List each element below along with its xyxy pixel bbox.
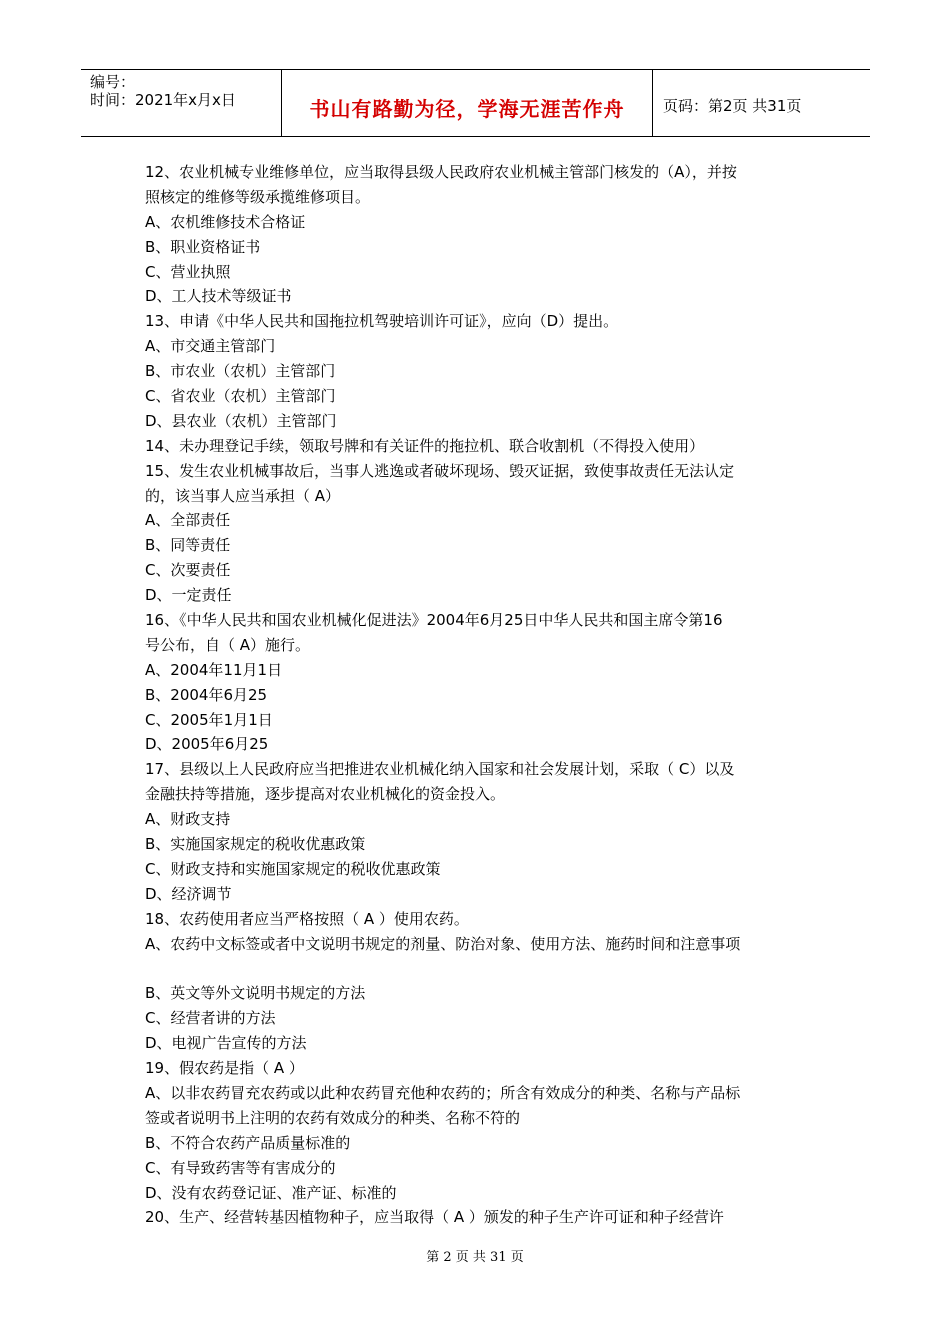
text-line: A、2004年11月1日 — [145, 660, 283, 679]
text-line: 15、发生农业机械事故后，当事人逃逸或者破坏现场、毁灭证据，致使事故责任无法认定 — [145, 461, 735, 480]
text-line: C、次要责任 — [145, 561, 231, 580]
header-meta-cell — [81, 70, 282, 136]
text-line: 16、《中华人民共和国农业机械化促进法》2004年6月25日中华人民共和国主席令第16 — [145, 611, 723, 630]
text-line: B、同等责任 — [145, 536, 231, 555]
text-line: A、农药中文标签或者中文说明书规定的剂量、防治对象、使用方法、施药时间和注意事项 — [145, 934, 741, 953]
text-line: 金融扶持等措施，逐步提高对农业机械化的资金投入。 — [145, 785, 506, 804]
text-line: 照核定的维修等级承揽维修项目。 — [145, 187, 371, 206]
text-line: D、工人技术等级证书 — [145, 287, 292, 306]
text-line: 签或者说明书上注明的农药有效成分的种类、名称不符的 — [145, 1108, 521, 1127]
header-motto: 书山有路勤为径，学海无涯苦作舟 — [309, 97, 625, 121]
text-line: C、经营者讲的方法 — [145, 1009, 276, 1028]
text-line: B、市农业（农机）主管部门 — [145, 362, 336, 381]
text-line: D、电视广告宣传的方法 — [145, 1034, 307, 1053]
text-line: C、省农业（农机）主管部门 — [145, 387, 336, 406]
text-line: C、营业执照 — [145, 262, 231, 281]
text-line: B、实施国家规定的税收优惠政策 — [145, 835, 366, 854]
text-line: D、一定责任 — [145, 586, 232, 605]
text-line: 12、农业机械专业维修单位，应当取得县级人民政府农业机械主管部门核发的（A），并按 — [145, 163, 737, 181]
document-number-label: 编号： — [90, 73, 136, 91]
header-page-cell — [653, 70, 870, 136]
document-body — [145, 160, 815, 1230]
page-header — [81, 69, 870, 137]
header-page-info: 页码：第2页 共31页 — [663, 97, 802, 115]
text-line: 17、县级以上人民政府应当把推进农业机械化纳入国家和社会发展计划，采取（ C）以及 — [145, 760, 735, 779]
text-line: 18、农药使用者应当严格按照（ A ）使用农药。 — [145, 909, 469, 928]
text-line: D、县农业（农机）主管部门 — [145, 411, 337, 430]
text-line: A、农机维修技术合格证 — [145, 212, 306, 231]
text-line: B、英文等外文说明书规定的方法 — [145, 984, 366, 1003]
text-line: A、财政支持 — [145, 810, 231, 829]
page-footer: 第 2 页 共 31 页 — [426, 1250, 524, 1265]
text-line: A、全部责任 — [145, 511, 231, 530]
text-line: B、2004年6月25 — [145, 685, 268, 704]
text-line: C、财政支持和实施国家规定的税收优惠政策 — [145, 859, 441, 878]
text-line: D、经济调节 — [145, 884, 232, 903]
text-line: B、职业资格证书 — [145, 237, 261, 256]
text-line — [145, 957, 815, 982]
text-line: 20、生产、经营转基因植物种子，应当取得（ A ）颁发的种子生产许可证和种子经营许 — [145, 1208, 724, 1227]
text-line: 19、假农药是指（ A ） — [145, 1059, 304, 1078]
header-motto-cell — [282, 70, 653, 136]
text-line: 14、未办理登记手续，领取号牌和有关证件的拖拉机、联合收割机（不得投入使用） — [145, 436, 705, 455]
text-line: A、以非农药冒充农药或以此种农药冒充他种农药的；所含有效成分的种类、名称与产品标 — [145, 1083, 741, 1102]
text-line: 号公布，自（ A）施行。 — [145, 635, 311, 654]
text-line: D、2005年6月25 — [145, 735, 269, 754]
text-line: D、没有农药登记证、准产证、标准的 — [145, 1183, 397, 1202]
text-line: C、有导致药害等有害成分的 — [145, 1158, 336, 1177]
text-line: 的，该当事人应当承担（ A） — [145, 486, 341, 505]
document-time-label: 时间：2021年x月x日 — [90, 91, 236, 109]
text-line: 13、申请《中华人民共和国拖拉机驾驶培训许可证》，应向（D）提出。 — [145, 312, 619, 331]
text-line: B、不符合农药产品质量标准的 — [145, 1133, 351, 1152]
text-line: C、2005年1月1日 — [145, 710, 273, 729]
text-line: A、市交通主管部门 — [145, 337, 276, 356]
